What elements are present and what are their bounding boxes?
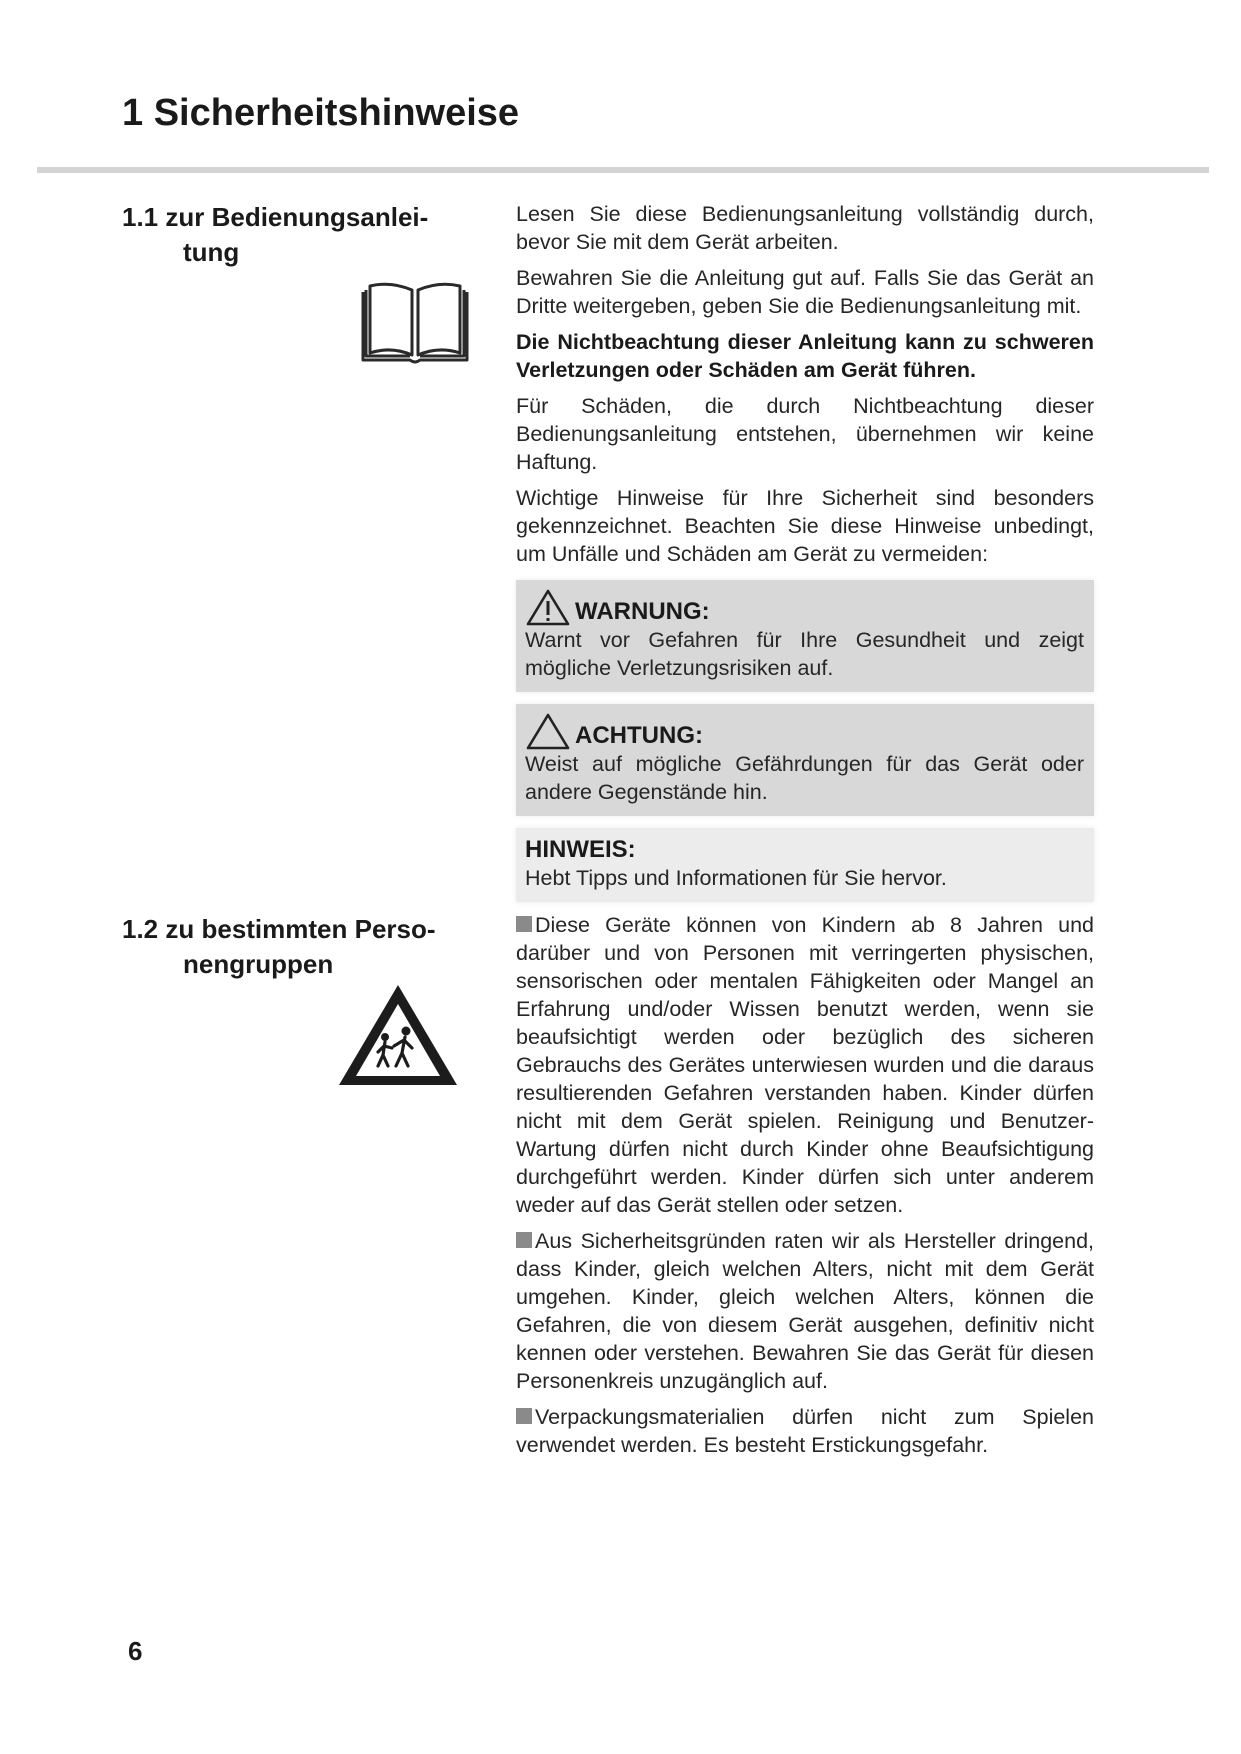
list-item-children-usage — [516, 911, 1094, 1219]
warning-title: WARNUNG: — [575, 598, 710, 625]
open-book-icon — [358, 282, 472, 364]
list-item-manufacturer-advice — [516, 1227, 1094, 1395]
caution-box — [516, 704, 1094, 816]
title-divider — [37, 167, 1209, 173]
paragraph-read-manual: Lesen Sie diese Bedienungsanleitung vollständig durch, bevor Sie mit dem Gerät arbeiten. — [516, 202, 1094, 254]
section-heading-line2: nengruppen — [183, 949, 334, 979]
section-heading-personengruppen — [122, 912, 452, 982]
caution-text: Weist auf mögliche Gefährdungen für das Gerät oder andere Gegenstände hin. — [525, 752, 1084, 804]
list-item-text: Aus Sicherheitsgründen raten wir als Hersteller dringend, dass Kinder, gleich welchen Alters, nicht mit dem Gerät umgehen. Kinder, gleich welchen Alters, können die Gefahren, die von diesem Gerät ausgehen, definitiv nicht kennen oder verstehen. Bewahren Sie das Gerät für diesen Personenkreis unzugänglich auf. — [516, 1229, 1094, 1393]
warning-exclamation-triangle-icon — [525, 588, 571, 626]
warning-box — [516, 580, 1094, 692]
children-warning-triangle-icon — [336, 982, 460, 1088]
section-1-body — [516, 200, 1094, 914]
warning-text: Warnt vor Gefahren für Ihre Gesundheit und zeigt mögliche Verletzungsrisiken auf. — [525, 628, 1084, 680]
square-bullet-icon — [516, 916, 532, 932]
list-item-text: Verpackungsmaterialien dürfen nicht zum Spielen verwendet werden. Es besteht Erstickungsgefahr. — [516, 1405, 1094, 1457]
page-title: 1 Sicherheitshinweise — [122, 92, 520, 134]
list-item-text: Diese Geräte können von Kindern ab 8 Jahren und darüber und von Personen mit verringerten physischen, sensorischen oder mentalen Fähigkeiten oder Mangel an Erfahrung und/oder Wissen benutzt werden, wenn sie beaufsichtigt werden oder bezüglich des sicheren Gebrauchs des Gerätes unterwiesen wurden und die daraus resultierenden Gefahren verstanden haben. Kinder dürfen nicht mit dem Gerät spielen. Reinigung und Benutzer-Wartung dürfen nicht durch Kinder ohne Beaufsichtigung durchgeführt werden. Kinder dürfen sich unter anderem weder auf das Gerät stellen oder setzen. — [516, 913, 1094, 1217]
paragraph-important-notes: Wichtige Hinweise für Ihre Sicherheit sind besonders gekennzeichnet. Beachten Sie diese Hinweise unbedingt, um Unfälle und Schäden am Gerät zu vermeiden: — [516, 486, 1094, 566]
paragraph-liability: Für Schäden, die durch Nichtbeachtung dieser Bedienungsanleitung entstehen, übernehmen wir keine Haftung. — [516, 394, 1094, 474]
paragraph-noncompliance: Die Nichtbeachtung dieser Anleitung kann zu schweren Verletzungen oder Schäden am Gerät führen. — [516, 330, 1094, 382]
caution-triangle-icon — [525, 712, 571, 750]
note-box — [516, 828, 1094, 902]
section-heading-bedienungsanleitung — [122, 200, 452, 270]
list-item-packaging — [516, 1403, 1094, 1459]
note-title: HINWEIS: — [525, 836, 636, 863]
section-heading-line2: tung — [183, 237, 240, 267]
page-number: 6 — [128, 1636, 143, 1666]
square-bullet-icon — [516, 1232, 532, 1248]
section-heading-line1: 1.2 zu bestimmten Perso- — [122, 914, 436, 944]
section-heading-line1: 1.1 zur Bedienungsanlei- — [122, 202, 429, 232]
section-2-body — [516, 911, 1094, 1467]
note-text: Hebt Tipps und Informationen für Sie hervor. — [525, 866, 947, 890]
caution-title: ACHTUNG: — [575, 722, 703, 749]
paragraph-keep-manual: Bewahren Sie die Anleitung gut auf. Falls Sie das Gerät an Dritte weitergeben, geben Sie die Bedienungsanleitung mit. — [516, 266, 1094, 318]
square-bullet-icon — [516, 1408, 532, 1424]
